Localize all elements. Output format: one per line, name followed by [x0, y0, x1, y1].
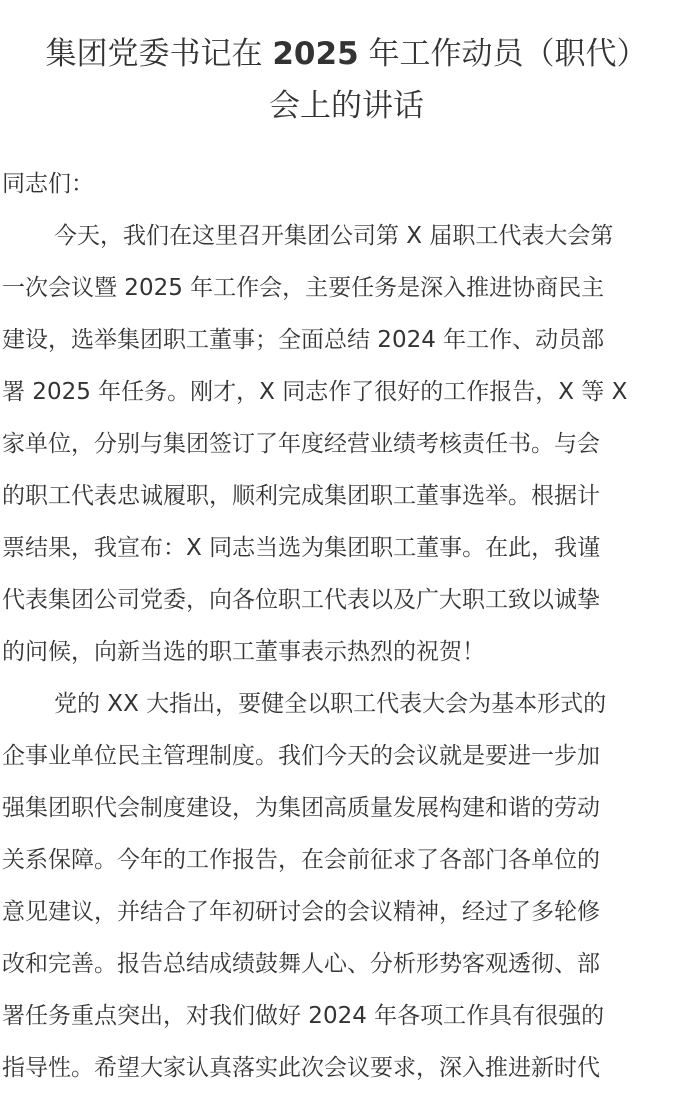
paragraph-line: 企事业单位民主管理制度。我们今天的会议就是要进一步加 [2, 743, 600, 769]
paragraph-line: 改和完善。报告总结成绩鼓舞人心、分析形势客观透彻、部 [2, 951, 600, 977]
title-line-1 [0, 28, 693, 80]
paragraph-line: 票结果，我宣布：X 同志当选为集团职工董事。在此，我谨 [2, 535, 601, 561]
speech-body [2, 158, 690, 1094]
paragraph-line: 的问候，向新当选的职工董事表示热烈的祝贺！ [2, 639, 485, 665]
paragraph-line: 关系保障。今年的工作报告，在会前征求了各部门各单位的 [2, 847, 600, 873]
paragraph-line: 的职工代表忠诚履职，顺利完成集团职工董事选举。根据计 [2, 483, 600, 509]
paragraph-line: 强集团职代会制度建设，为集团高质量发展构建和谐的劳动 [2, 795, 600, 821]
title-text-part: 集团党委书记在 [45, 36, 273, 72]
document-title [0, 28, 693, 132]
paragraph-line: 一次会议暨 2025 年工作会，主要任务是深入推进协商民主 [2, 275, 605, 301]
title-line-2: 会上的讲话 [269, 88, 424, 124]
paragraph-line: 署 2025 年任务。刚才，X 同志作了很好的工作报告，X 等 X [2, 379, 628, 405]
title-year: 2025 [272, 36, 359, 72]
salutation: 同志们： [2, 171, 94, 197]
paragraph-line: 署任务重点突出，对我们做好 2024 年各项工作具有很强的 [2, 1003, 605, 1029]
paragraph-line: 指导性。希望大家认真落实此次会议要求，深入推进新时代 [2, 1055, 600, 1081]
paragraph-line: 家单位，分别与集团签订了年度经营业绩考核责任书。与会 [2, 431, 600, 457]
paragraph-line: 意见建议，并结合了年初研讨会的会议精神，经过了多轮修 [2, 899, 600, 925]
paragraph-line: 党的 XX 大指出，要健全以职工代表大会为基本形式的 [54, 691, 607, 717]
paragraph-line: 今天，我们在这里召开集团公司第 X 届职工代表大会第 [54, 223, 614, 249]
title-text-part: 年工作动员（职代） [358, 36, 648, 72]
paragraph-line: 建设，选举集团职工董事；全面总结 2024 年工作、动员部 [2, 327, 605, 353]
paragraph-line: 代表集团公司党委，向各位职工代表以及广大职工致以诚挚 [2, 587, 600, 613]
